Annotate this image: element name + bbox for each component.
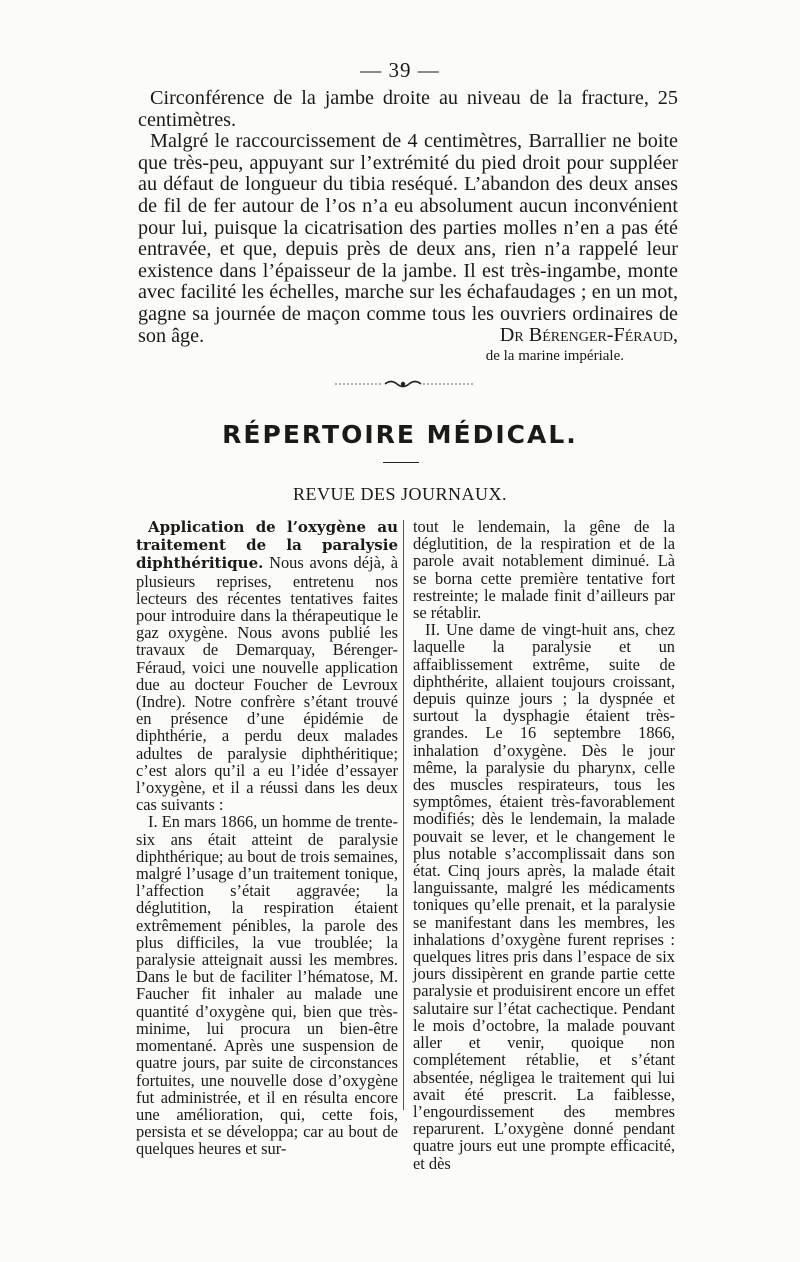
right-column (413, 518, 675, 1172)
article-paragraph: I. En mars 1866, un homme de trente-six ans était atteint de paralysie diphthérique; au bout de trois semaines, malgré l’usage d’un traitement tonique, l’affection s’était aggravée; la déglutition, la respiration étaient extrêmement pénibles, la parole des plus difficiles, la vue troublée; la paralysie atteignait aussi les membres. Dans le but de faciliter l’hématose, M. Faucher fit inhaler au malade une quantité d’oxygène qui, bien que très-minime, lui procura un bien-être momentané. Après une suspension de quatre jours, par suite de circonstances fortuites, une nouvelle dose d’oxygène fut administrée, et il en résulta encore une amélioration, qui, cette fois, persista et se développa; car au bout de quelques heures et sur- (136, 812, 398, 1159)
section-title: RÉPERTOIRE MÉDICAL. (222, 420, 578, 449)
subsection-title: REVUE DES JOURNAUX. (292, 484, 507, 504)
page-number: — 39 — (360, 58, 440, 82)
author-signature (138, 325, 678, 347)
article-paragraph: tout le lendemain, la gêne de la déglutition, de la respiration et de la parole avait notablement diminué. Là se borna cette première tentative fort restreinte; le malade finit d’ailleurs par se rétablir. (413, 517, 675, 623)
left-column (136, 518, 398, 1158)
top-text-block (138, 88, 678, 365)
author-affiliation: de la marine impériale. (485, 347, 624, 364)
paragraph: Malgré le raccourcissement de 4 centimètres, Barrallier ne boite que très-peu, appuyant sur l’extrémité du pied droit pour suppléer au défaut de longueur du tibia reséqué. L’abandon des deux anses de fil de fer autour de l’os n’a eu absolument aucun inconvénient pour lui, puisque la cicatrisation des parties molles n’en a pas été entravée, et que, depuis près de deux ans, rien n’a rappelé leur existence dans l’épaisseur de la jambe. Il est très-ingambe, monte avec facilité les échelles, marche sur les échafaudages ; en un mot, gagne sa journée de maçon comme tous les ouvriers ordinaires de son âge. (138, 130, 678, 347)
article-paragraph: II. Une dame de vingt-huit ans, chez laquelle la paralysie et un affaiblissement extrême, suite de diphthérite, allaient toujours croissant, depuis quinze jours ; la dyspnée et surtout la dysphagie étaient très-grandes. Le 16 septembre 1866, inhalation d’oxygène. Dès le jour même, la paralysie du pharynx, celle des muscles respirateurs, tous les symptômes, étaient très-favorablement modifiés; dès le lendemain, la malade pouvait se lever, et le changement le plus notable s’accomplissait dans son état. Cinq jours après, la malade était languissante, malgré les médicaments toniques qu’elle prenait, et la paralysie se manifestant dans les membres, les inhalations d’oxygène furent reprises : quelques litres pris dans l’espace de six jours dissipèrent en grande partie cette paralysie et produisirent encore un effet salutaire sur l’état cachectique. Pendant le mois d’octobre, la malade pouvant aller et venir, quoique non complétement rétablie, et s’étant absentée, négligea le traitement qui lui avait été prescrit. La faiblesse, l’engourdissement des membres reparurent. L’oxygène donné pendant quatre jours eut une prompte efficacité, et dès (413, 620, 675, 1173)
article-title: Application de l’oxygène au traitement de la paralysie diphthéritique. (136, 518, 398, 573)
column-divider (403, 520, 404, 1110)
title-rule (383, 462, 419, 463)
author-name: Dr Bérenger-Féraud, (499, 324, 678, 347)
article-text: Nous avons déjà, à plusieurs reprises, entretenu nos lecteurs des récentes tentatives faites pour introduire dans la thérapeutique le gaz oxygène. Nous avons publié les travaux de Demarquay, Bérenger-Féraud, voici une nouvelle application due au docteur Foucher de Levroux (Indre). Notre confrère s’étant trouvé en présence d’une épidémie de diphthérie, a perdu deux malades adultes de paralysie diphthéritique; c’est alors qu’il a eu l’idée d’essayer l’oxygène, et il a réussi dans les deux cas suivants : (136, 553, 398, 815)
article-paragraph (136, 518, 398, 813)
paragraph: Circonférence de la jambe droite au niveau de la fracture, 25 centimètres. (138, 87, 678, 131)
section-ornament (325, 378, 485, 390)
